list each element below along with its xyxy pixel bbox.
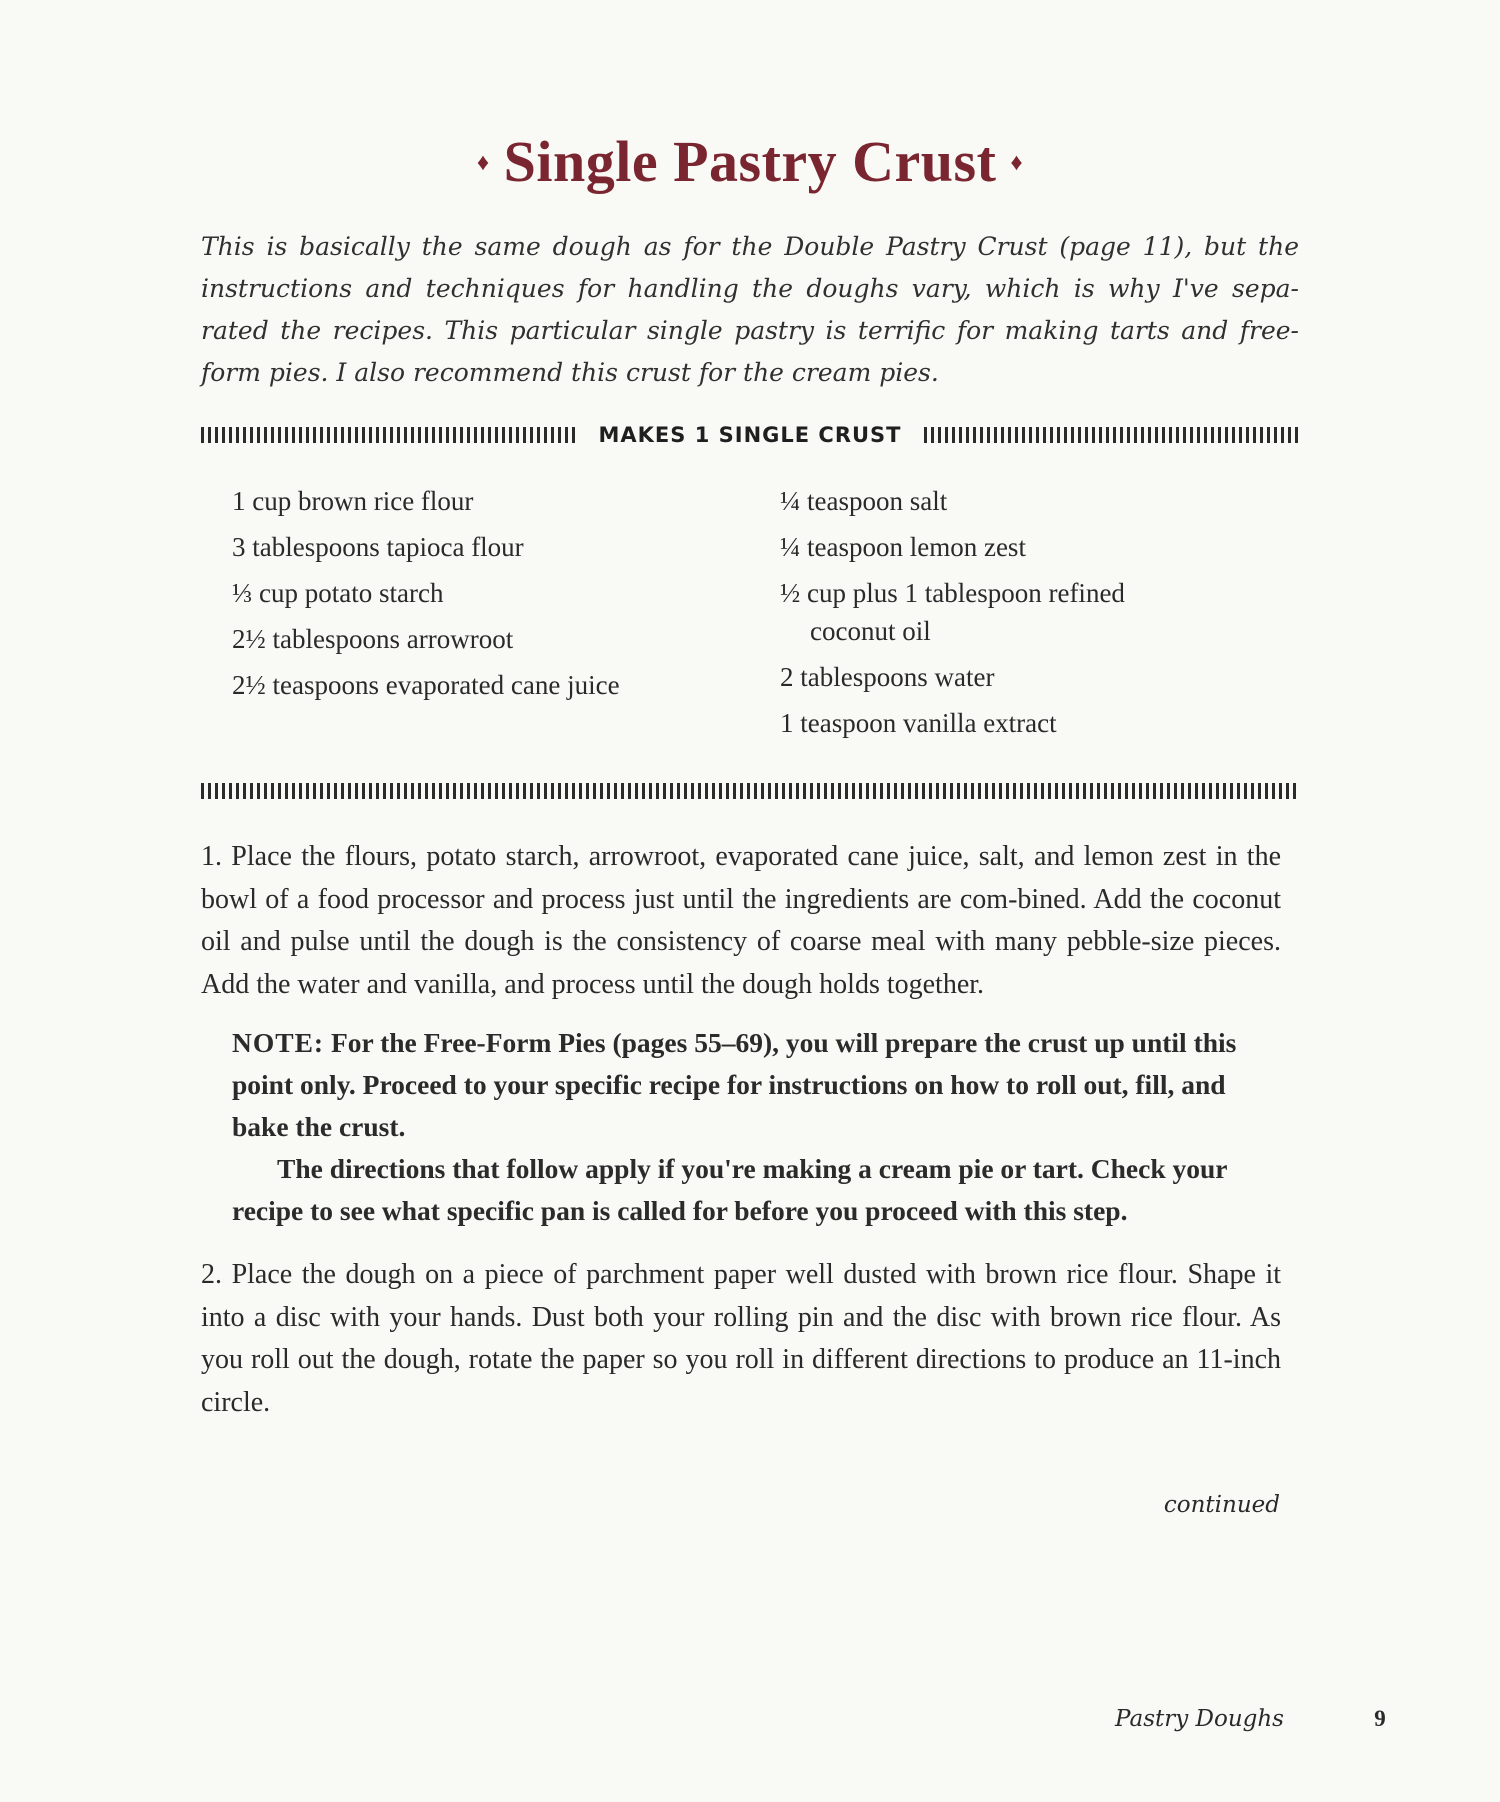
intro-line: form pies. I also recommend this crust for the cream pies. (201, 358, 939, 387)
stripe-divider-left (201, 427, 577, 443)
ingredient-item: 2½ teaspoons evaporated cane juice (232, 670, 620, 700)
ingredient-item: ¼ teaspoon salt (780, 486, 948, 516)
note-text-2: The directions that follow apply if you're making a cream pie or tart. Check your recipe to see what specific pan is called for before you proceed with this step. (232, 1153, 1227, 1226)
note-text: For the Free-Form Pies (pages 55–69), you will prepare the crust up until this point only. Proceed to your specific recipe for instructions on how to roll out, fill, and bake the crust. (232, 1027, 1237, 1142)
intro-line: instructions and techniques for handling the doughs vary, which is why I've sepa- (201, 274, 1299, 303)
stripe-divider-full (201, 783, 1299, 799)
ingredients-list (232, 482, 1302, 750)
step-2 (201, 1254, 1281, 1424)
ingredient-item: ¼ teaspoon lemon zest (780, 532, 1026, 562)
recipe-intro (201, 226, 1299, 394)
ingredient-item (780, 574, 1300, 650)
step-1 (201, 836, 1281, 1006)
step-text: Place the dough on a piece of parchment paper well dusted with brown rice flour. Shape it into a disc with your hands. Dust both your rolling pin and the disc with brown rice flour. As you roll out the dough, rotate the paper so you roll in different directions to produce an 11-inch circle. (201, 1259, 1281, 1418)
yield-label: MAKES 1 SINGLE CRUST (598, 423, 902, 447)
note-label: NOTE: (232, 1027, 325, 1058)
intro-line: rated the recipes. This particular single pastry is terrific for making tarts and free- (201, 316, 1299, 345)
step-number: 1. (201, 841, 222, 872)
yield-banner (201, 420, 1299, 450)
recipe-title-text: Single Pastry Crust (503, 129, 997, 194)
ingredient-item: 1 teaspoon vanilla extract (780, 708, 1057, 738)
ingredient-item: 2 tablespoons water (780, 662, 995, 692)
recipe-title (0, 128, 1500, 195)
intro-line: This is basically the same dough as for the Double Pastry Crust (page 11), but the (201, 232, 1299, 261)
step-text: Place the flours, potato starch, arrowroot, evaporated cane juice, salt, and lemon zest in the bowl of a food processor and process just until the ingredients are com-bined. Add the coconut oil and pulse until the dough is the consistency of coarse meal with many pebble-size pieces. Add the water and vanilla, and process until the dough holds together. (201, 841, 1282, 1000)
diamond-ornament-right: ♦ (1010, 150, 1024, 177)
footer-section-title: Pastry Doughs (1115, 1706, 1284, 1732)
ingredient-item: 3 tablespoons tapioca flour (232, 532, 524, 562)
ingredient-item: 2½ tablespoons arrowroot (232, 624, 514, 654)
ingredient-line: ½ cup plus 1 tablespoon refined (780, 578, 1125, 608)
ingredient-line-continued: coconut oil (810, 616, 931, 646)
step-number: 2. (201, 1259, 222, 1290)
ingredient-item: 1 cup brown rice flour (232, 486, 474, 516)
ingredients-column-right (780, 482, 1300, 750)
diamond-ornament-left: ♦ (476, 150, 490, 177)
stripe-divider-right (924, 427, 1300, 443)
page-number: 9 (1374, 1706, 1386, 1731)
ingredients-column-left (232, 482, 780, 750)
continued-label: continued (1163, 1492, 1280, 1518)
note-block (232, 1022, 1281, 1232)
recipe-steps (201, 836, 1281, 1424)
ingredient-item: ⅓ cup potato starch (232, 578, 444, 608)
